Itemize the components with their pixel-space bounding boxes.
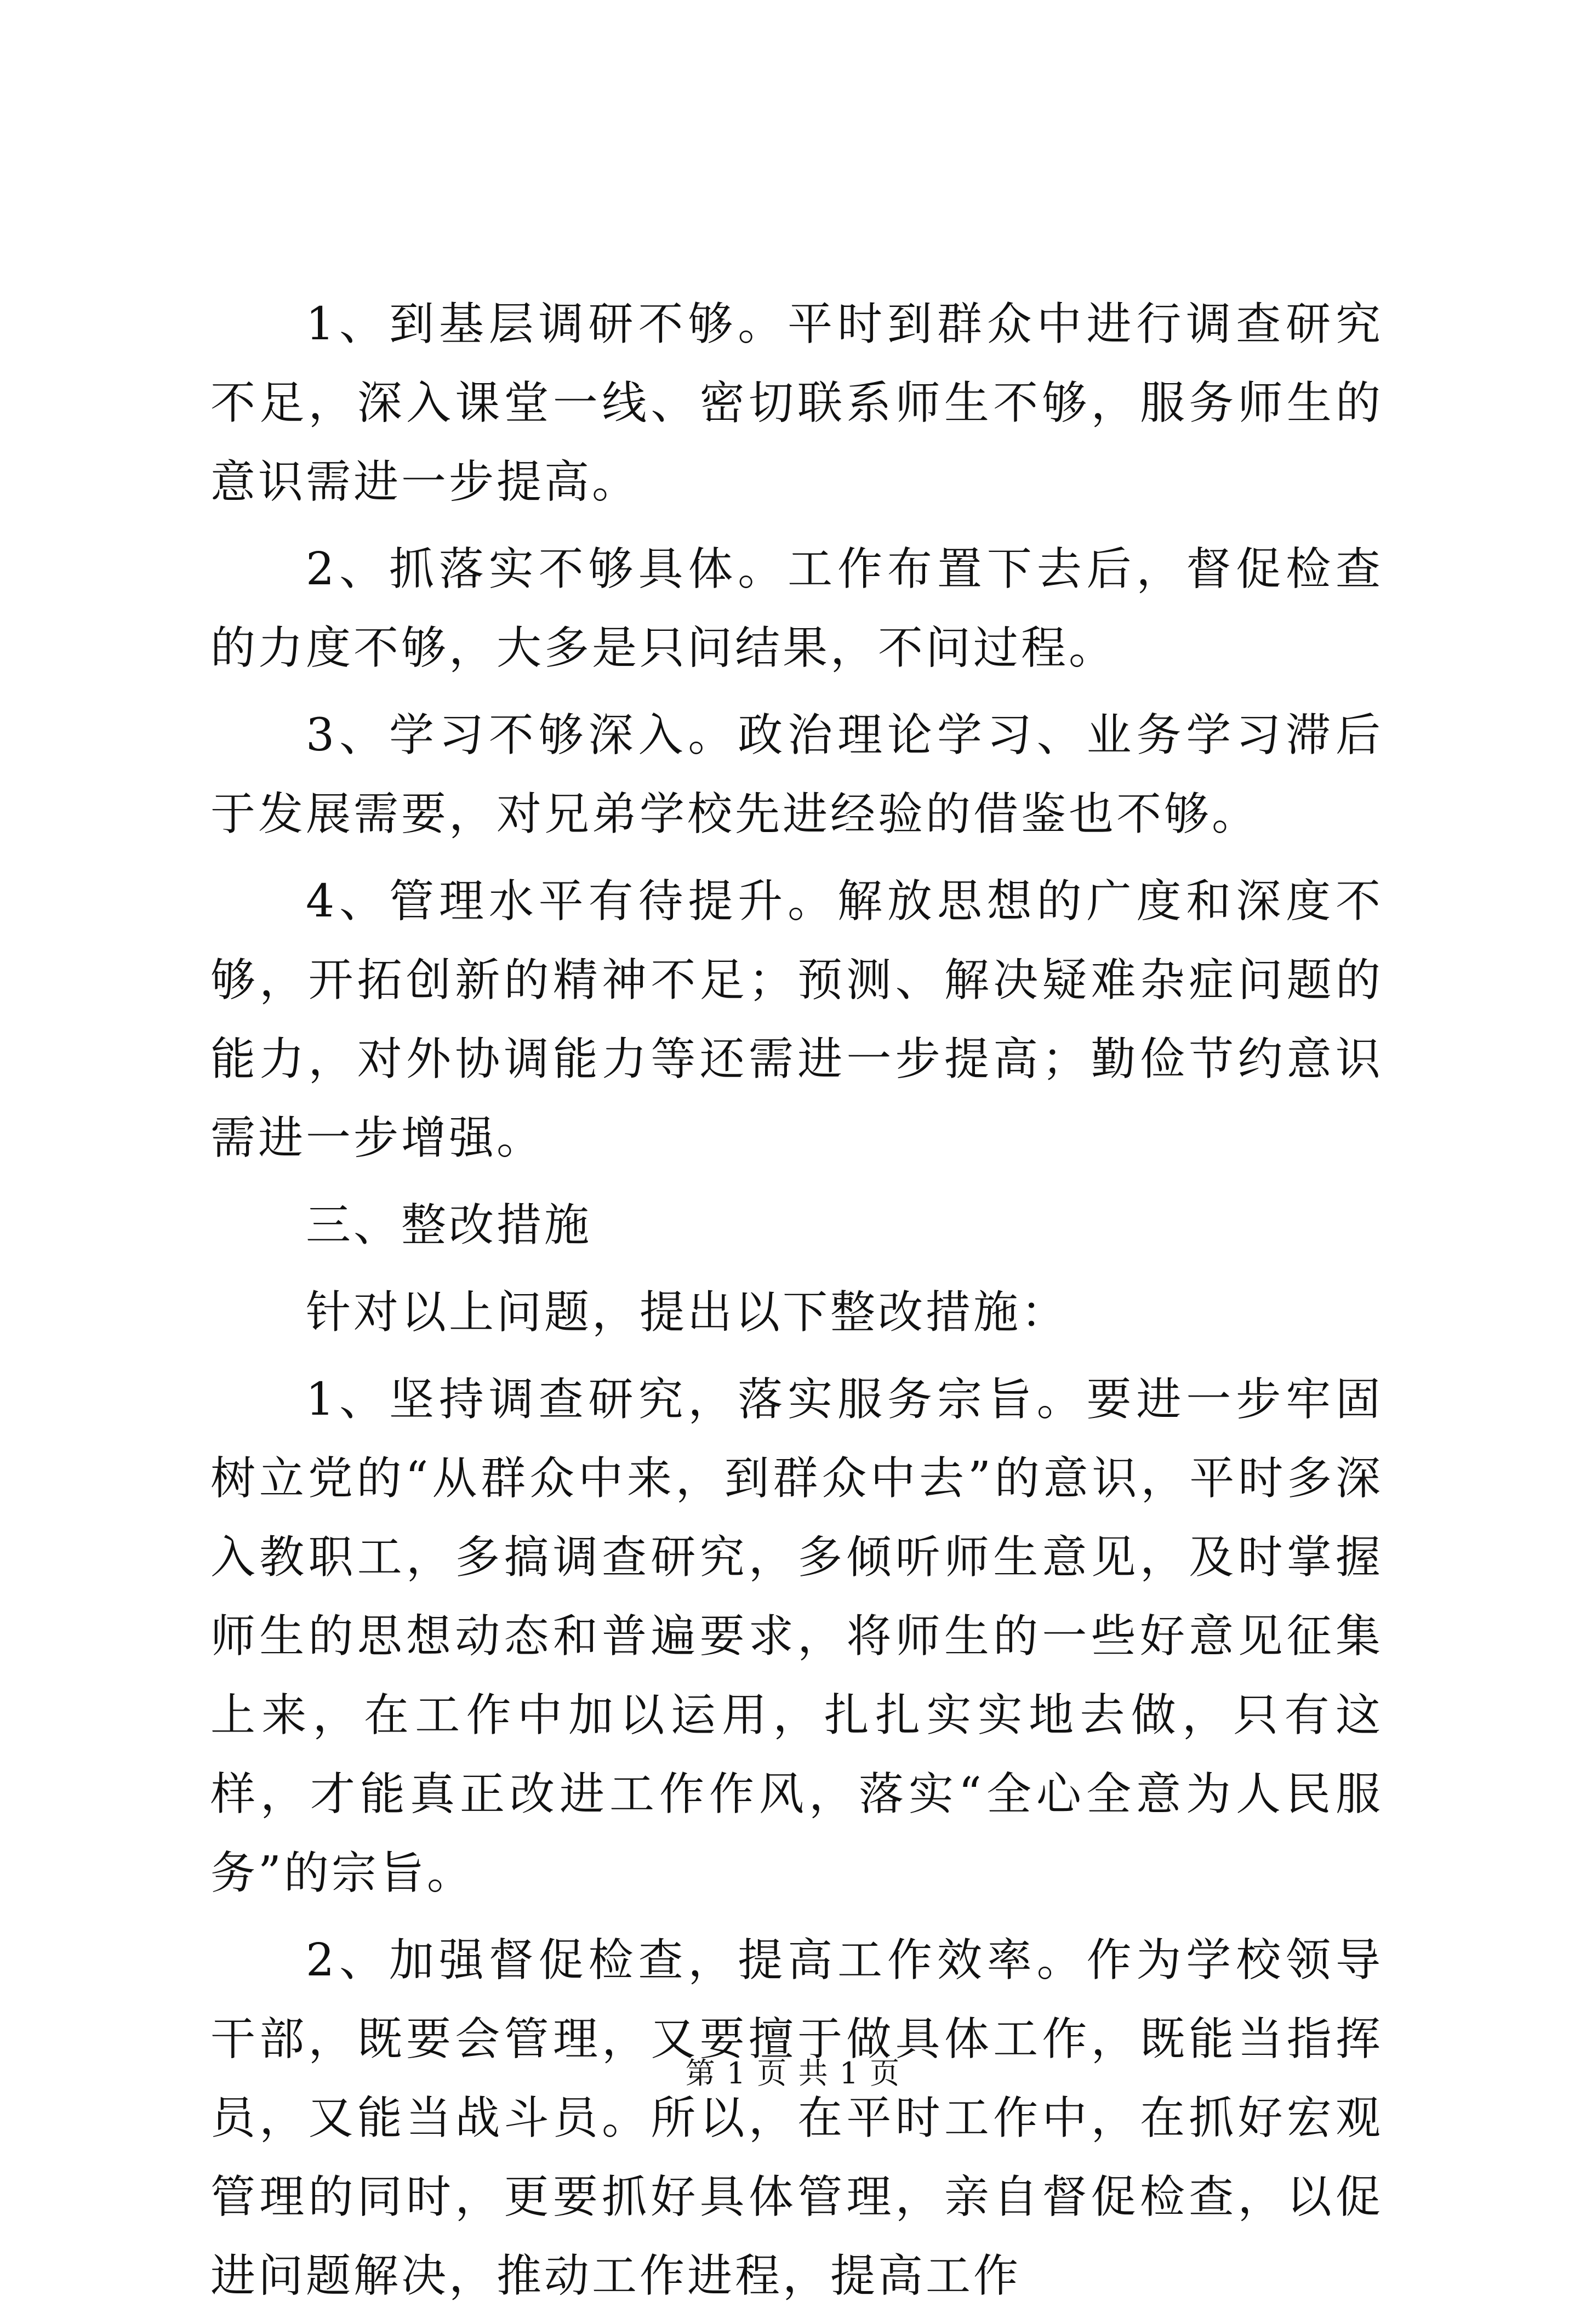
problem-item-1: 1、到基层调研不够。平时到群众中进行调查研究不足，深入课堂一线、密切联系师生不够，服务师生的意识需进一步提高。 — [210, 298, 1383, 508]
measure-item-2: 2、加强督促检查，提高工作效率。作为学校领导干部，既要会管理，又要擅于做具体工作，既能当指挥员，又能当战斗员。所以，在平时工作中，在抓好宏观管理的同时，更要抓好具体管理，亲自督促检查，以促进问题解决，推动工作进程，提高工作 — [210, 1934, 1383, 2302]
problem-item-4: 4、管理水平有待提升。解放思想的广度和深度不够，开拓创新的精神不足；预测、解决疑难杂症问题的能力，对外协调能力等还需进一步提高；勤俭节约意识需进一步增强。 — [210, 875, 1383, 1164]
document-body — [210, 285, 1383, 2324]
measures-intro: 针对以上问题，提出以下整改措施： — [306, 1286, 1069, 1338]
problem-item-2: 2、抓落实不够具体。工作布置下去后，督促检查的力度不够，大多是只问结果，不问过程。 — [210, 543, 1383, 674]
measure-item-1: 1、坚持调查研究，落实服务宗旨。要进一步牢固树立党的“从群众中来，到群众中去”的意识，平时多深入教职工，多搞调查研究，多倾听师生意见，及时掌握师生的思想动态和普遍要求，将师生的一些好意见征集上来，在工作中加以运用，扎扎实实地去做，只有这样，才能真正改进工作作风，落实“全心全意为人民服务”的宗旨。 — [210, 1374, 1383, 1899]
page-number-footer: 第 1 页 共 1 页 — [685, 2056, 901, 2091]
section-heading: 三、整改措施 — [306, 1199, 592, 1251]
problem-item-3: 3、学习不够深入。政治理论学习、业务学习滞后于发展需要，对兄弟学校先进经验的借鉴也不够。 — [210, 709, 1383, 840]
